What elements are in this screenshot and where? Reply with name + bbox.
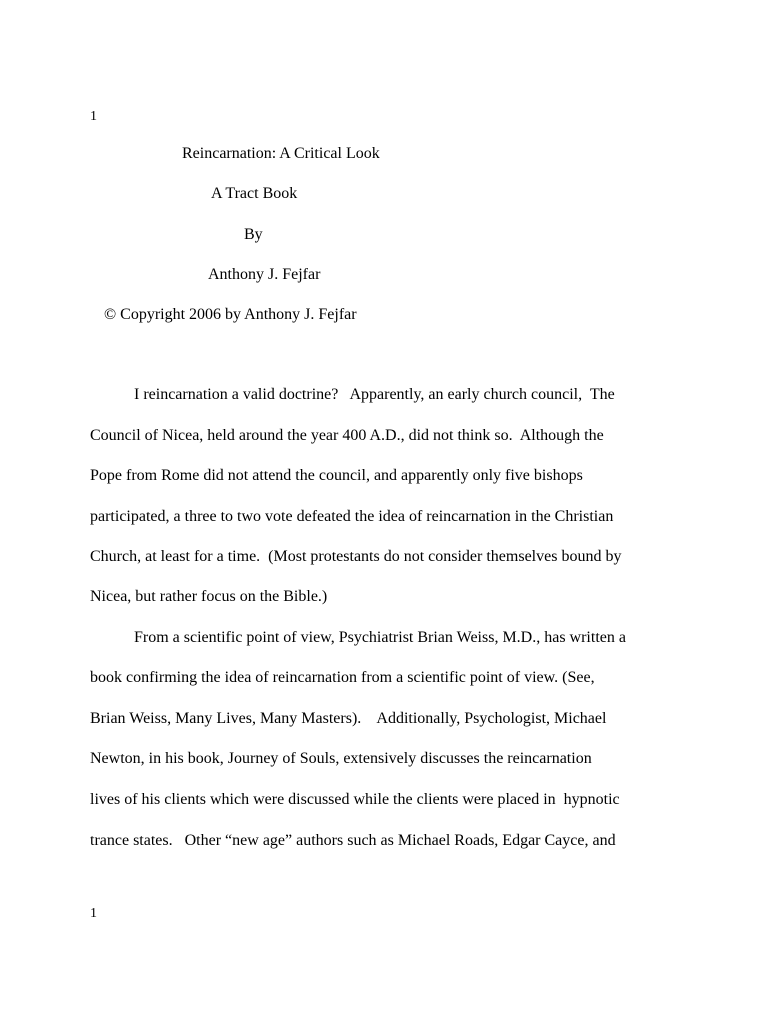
body-line: Council of Nicea, held around the year 400 A.D., did not think so. Although the <box>90 427 604 444</box>
body-line: Newton, in his book, Journey of Souls, extensively discusses the reincarnation <box>90 750 592 767</box>
body-line: Pope from Rome did not attend the council, and apparently only five bishops <box>90 467 583 484</box>
copyright-notice: © Copyright 2006 by Anthony J. Fejfar <box>104 306 357 323</box>
body-line: book confirming the idea of reincarnation from a scientific point of view. (See, <box>90 669 595 686</box>
document-title: Reincarnation: A Critical Look <box>182 145 380 162</box>
document-subtitle: A Tract Book <box>211 185 298 202</box>
body-line: Church, at least for a time. (Most protestants do not consider themselves bound by <box>90 548 622 565</box>
body-line: participated, a three to two vote defeated the idea of reincarnation in the Christian <box>90 508 614 525</box>
byline-by: By <box>244 226 263 243</box>
body-line: Brian Weiss, Many Lives, Many Masters). Additionally, Psychologist, Michael <box>90 710 607 727</box>
body-line: I reincarnation a valid doctrine? Apparently, an early church council, The <box>134 386 615 403</box>
page-number-top: 1 <box>90 109 97 124</box>
body-line: trance states. Other “new age” authors such as Michael Roads, Edgar Cayce, and <box>90 832 616 849</box>
body-line: lives of his clients which were discussed while the clients were placed in hypnotic <box>90 791 620 808</box>
body-line: Nicea, but rather focus on the Bible.) <box>90 588 328 605</box>
page-number-bottom: 1 <box>90 906 97 921</box>
author-name: Anthony J. Fejfar <box>208 266 321 283</box>
body-line: From a scientific point of view, Psychiatrist Brian Weiss, M.D., has written a <box>134 629 626 646</box>
